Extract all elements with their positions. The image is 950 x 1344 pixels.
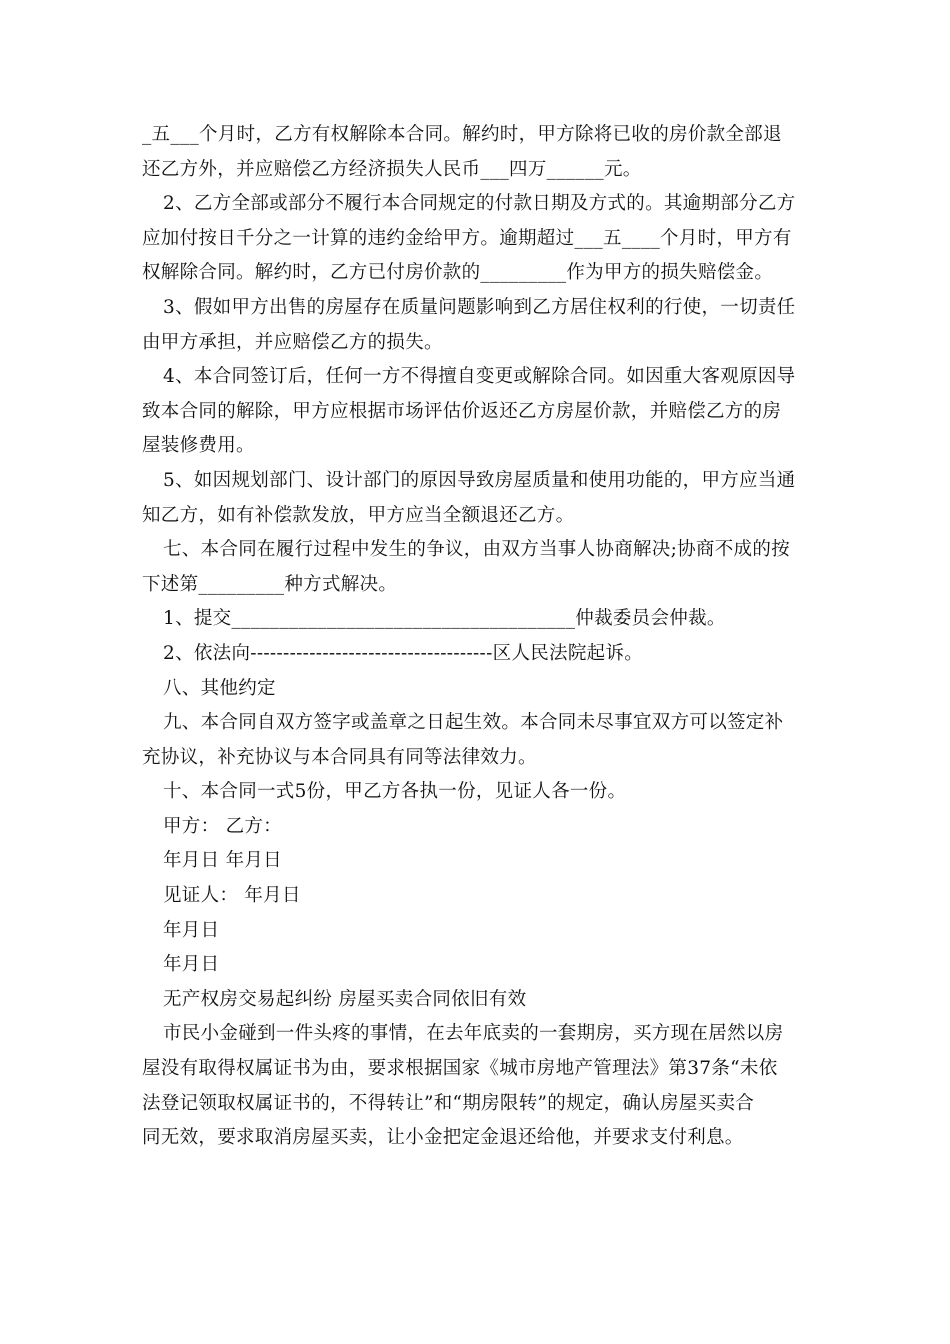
text-line: 2、乙方全部或部分不履行本合同规定的付款日期及方式的。其逾期部分乙方 [163, 193, 796, 215]
text-line: 十、本合同一式5份，甲乙方各执一份，见证人各一份。 [163, 781, 627, 803]
article-title: 无产权房交易起纠纷 房屋买卖合同依旧有效 [163, 988, 527, 1010]
text-line: 屋装修费用。 [142, 435, 255, 457]
text-line: 还乙方外，并应赔偿乙方经济损失人民币___四万______元。 [142, 158, 642, 180]
signature-dates: 年月日 年月日 [163, 850, 282, 872]
text-line: 1、提交____________________________________仲裁委员会仲裁。 [163, 608, 726, 630]
text-line: 致本合同的解除，甲方应根据市场评估价返还乙方房屋价款，并赔偿乙方的房 [142, 400, 782, 422]
witness-line: 见证人： 年月日 [163, 885, 301, 907]
text-line: _五___个月时，乙方有权解除本合同。解约时，甲方除将已收的房价款全部退 [142, 124, 782, 145]
text-line: 充协议，补充协议与本合同具有同等法律效力。 [142, 746, 537, 768]
text-line: 知乙方，如有补偿款发放，甲方应当全额退还乙方。 [142, 504, 575, 526]
text-line: 4、本合同签订后，任何一方不得擅自变更或解除合同。如因重大客观原因导 [163, 366, 796, 388]
text-line: 由甲方承担，并应赔偿乙方的损失。 [142, 331, 443, 353]
text-line: 下述第_________种方式解决。 [142, 573, 398, 595]
text-line: 七、本合同在履行过程中发生的争议，由双方当事人协商解决;协商不成的按 [163, 539, 790, 561]
signature-parties: 甲方： 乙方： [163, 815, 282, 837]
text-line: 市民小金碰到一件头疼的事情，在去年底卖的一套期房，买方现在居然以房 [163, 1023, 784, 1045]
text-line: 法登记领取权属证书的，不得转让”和“期房限转”的规定，确认房屋买卖合 [142, 1092, 755, 1114]
text-line: 屋没有取得权属证书为由，要求根据国家《城市房地产管理法》第37条“未依 [142, 1058, 778, 1080]
text-line: 应加付按日千分之一计算的违约金给甲方。逾期超过___五____个月时，甲方有 [142, 227, 792, 249]
date-line: 年月日 [163, 954, 220, 976]
text-line: 九、本合同自双方签字或盖章之日起生效。本合同未尽事宜双方可以签定补 [163, 712, 784, 734]
document-body [142, 118, 812, 1156]
date-line: 年月日 [163, 919, 220, 941]
text-line: 权解除合同。解约时，乙方已付房价款的_________作为甲方的损失赔偿金。 [142, 262, 774, 284]
text-line: 5、如因规划部门、设计部门的原因导致房屋质量和使用功能的，甲方应当通 [163, 469, 796, 491]
section-heading: 八、其他约定 [163, 677, 276, 699]
text-line: 2、依法向-------------------------------------区人民法院起诉。 [163, 642, 644, 664]
text-line: 3、假如甲方出售的房屋存在质量问题影响到乙方居住权利的行使，一切责任 [163, 296, 796, 318]
text-line: 同无效，要求取消房屋买卖，让小金把定金退还给他，并要求支付利息。 [142, 1127, 744, 1149]
